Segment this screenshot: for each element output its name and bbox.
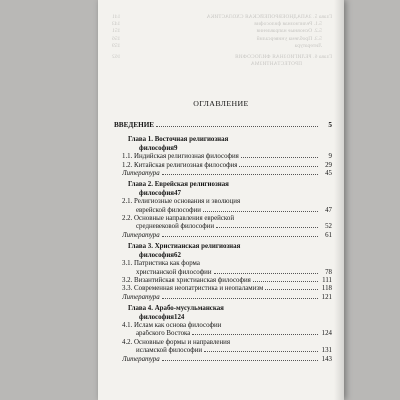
page-number: 61 (325, 231, 332, 239)
dot-leader (204, 351, 318, 352)
toc-literature-1[interactable] (114, 170, 332, 178)
dot-leader (162, 236, 318, 237)
literature-label: Литература (122, 170, 160, 178)
toc-section-2-2[interactable] (114, 215, 332, 232)
section-title: 4.2. Основные формы и направления (122, 338, 231, 346)
section-title: 1.2. Китайская религиозная философия (122, 161, 238, 169)
literature-label: Литература (122, 231, 160, 239)
toc-section-3-2[interactable] (114, 277, 332, 285)
ghost-page: 141 (112, 14, 121, 20)
page-number: 124 (321, 330, 332, 338)
dot-leader (203, 211, 318, 212)
page-title: ОГЛАВЛЕНИЕ (193, 99, 249, 108)
page-number: 9 (328, 153, 332, 161)
ghost-page: 159 (112, 42, 121, 49)
chapter-title-cont: философия (139, 313, 175, 321)
table-of-contents (114, 121, 332, 364)
dot-leader (241, 157, 318, 158)
chapter-title: Глава 3. Христианская религиозная (128, 243, 241, 251)
page-number: 111 (322, 276, 332, 284)
section-title: 2.1. Религиозные основания и эволюция (122, 198, 241, 206)
page-number: 118 (321, 285, 332, 293)
page-number: 29 (325, 161, 332, 169)
toc-chapter-3[interactable] (114, 243, 332, 260)
dot-leader (162, 174, 318, 175)
section-title-cont: средневековой философии (136, 223, 215, 231)
dot-leader (156, 126, 318, 127)
ghost-page: 143 (112, 21, 121, 28)
section-title-cont: исламской философии (136, 347, 203, 355)
chapter-title: Глава 4. Арабо-мусульманская (128, 305, 224, 313)
page-number: 5 (328, 121, 332, 129)
toc-section-4-2[interactable] (114, 339, 332, 356)
chapter-title: Глава 1. Восточная религиозная (128, 136, 229, 144)
toc-section-4-1[interactable] (114, 322, 332, 339)
toc-literature-3[interactable] (114, 294, 332, 302)
dot-leader (192, 334, 318, 335)
section-title-cont: арабского Востока (136, 330, 191, 338)
book-page (98, 0, 344, 400)
toc-literature-2[interactable] (114, 232, 332, 240)
toc-entry-intro[interactable] (114, 121, 332, 129)
page-number: 45 (325, 170, 332, 178)
section-title: 2.2. Основные направления еврейской (122, 215, 235, 223)
chapter-title-cont: философия (139, 251, 175, 259)
page-number: 78 (325, 268, 332, 276)
page-number: 62 (174, 251, 181, 259)
page-number: 52 (325, 223, 332, 231)
dot-leader (162, 298, 318, 299)
section-title-cont: еврейской философии (136, 206, 201, 214)
ghost-page: 151 (112, 28, 121, 35)
page-number: 124 (174, 313, 185, 321)
bleed-through-text (112, 0, 332, 92)
page-number: 143 (321, 355, 332, 363)
chapter-title-cont: философия (139, 144, 175, 152)
dot-leader (216, 227, 318, 228)
page-number: 131 (321, 347, 332, 355)
dot-leader (239, 166, 318, 167)
dot-leader (253, 281, 318, 282)
dot-leader (214, 273, 318, 274)
chapter-title-cont: философия (139, 189, 175, 197)
section-title-cont: христианской философии (136, 268, 212, 276)
page-number: 47 (174, 189, 181, 197)
toc-section-3-3[interactable] (114, 285, 332, 293)
ghost-page: 162 (112, 54, 121, 61)
literature-label: Литература (122, 293, 160, 301)
toc-literature-4[interactable] (114, 356, 332, 364)
toc-chapter-1[interactable] (114, 136, 332, 153)
ghost-line: Литература (294, 42, 322, 49)
toc-chapter-4[interactable] (114, 305, 332, 322)
ghost-page: 156 (112, 35, 121, 42)
toc-section-1-2[interactable] (114, 162, 332, 170)
chapter-title: Глава 2. Еврейская религиозная (128, 181, 229, 189)
page-number: 121 (321, 293, 332, 301)
ghost-line: 5.3. Проблема универсалий (256, 35, 322, 42)
toc-section-2-1[interactable] (114, 198, 332, 215)
toc-section-3-1[interactable] (114, 260, 332, 277)
toc-section-1-1[interactable] (114, 153, 332, 161)
section-title: 3.3. Современная неопатристика и неопаламизм (122, 285, 264, 293)
page-number: 9 (174, 144, 178, 152)
literature-label: Литература (122, 355, 160, 363)
ghost-line: 5.2. Основные направления (256, 28, 322, 35)
ghost-line: Глава 6. РЕЛИГИОЗНАЯ ФИЛОСОФИЯ (234, 54, 332, 61)
ghost-line: ПРОТЕСТАНТИЗМА (250, 61, 302, 68)
dot-leader (162, 360, 318, 361)
page-number: 47 (325, 206, 332, 214)
section-title: 3.1. Патристика как форма (122, 260, 200, 268)
section-title: 1.1. Индийская религиозная философия (122, 153, 239, 161)
ghost-line: Глава 5. ЗАПАДНОЕВРОПЕЙСКАЯ СХОЛАСТИКА (206, 14, 332, 20)
dot-leader (265, 289, 318, 290)
entry-title: ВВЕДЕНИЕ (114, 121, 155, 129)
toc-chapter-2[interactable] (114, 181, 332, 198)
section-title: 4.1. Ислам как основа философии (122, 321, 222, 329)
ghost-line: 5.1. Религиозная философия (254, 21, 322, 28)
section-title: 3.2. Византийская христианская философия (122, 276, 251, 284)
